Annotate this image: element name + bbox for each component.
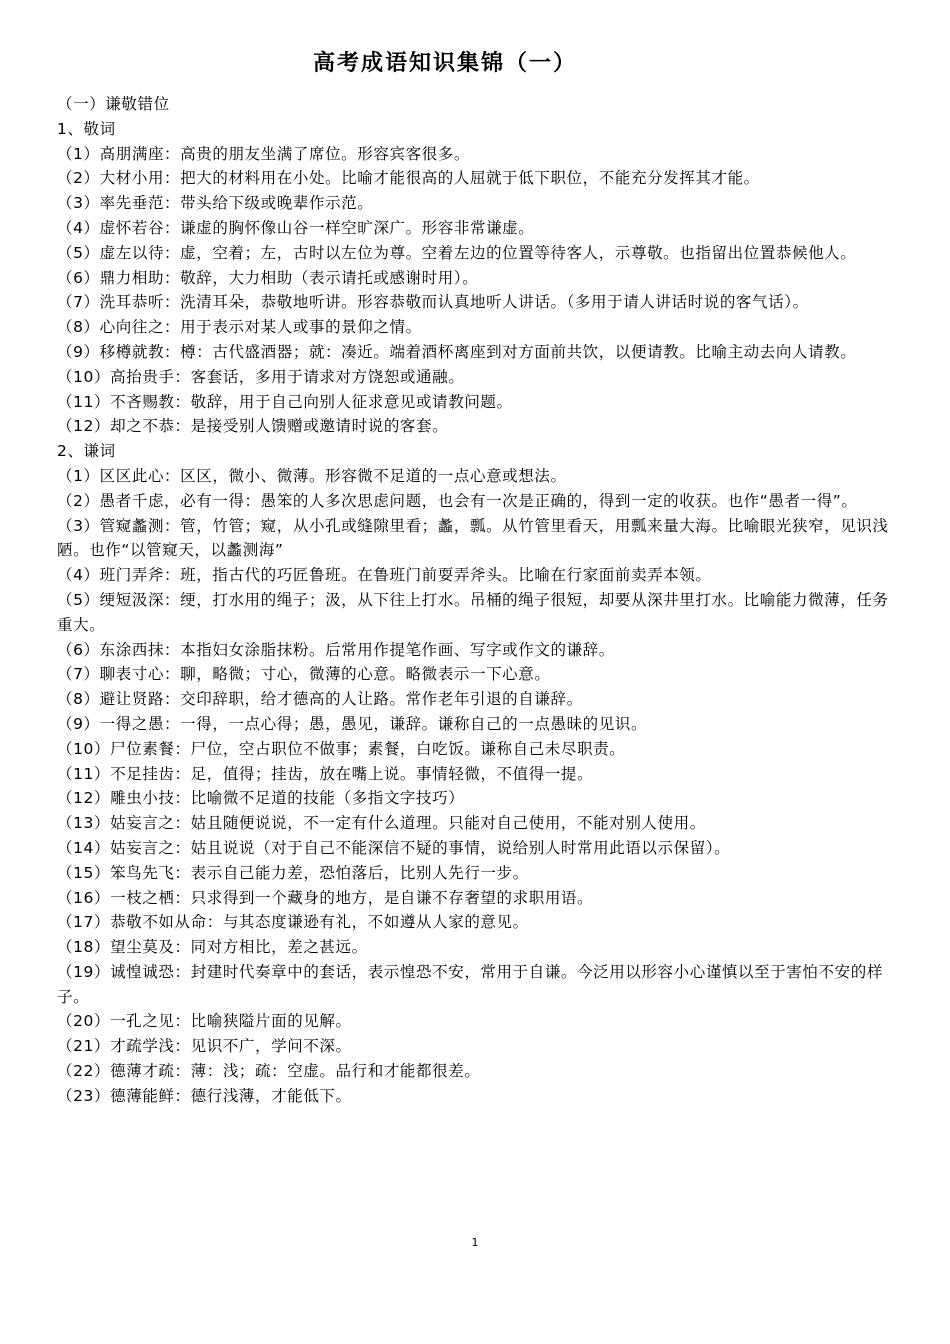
idiom-entry: （9）一得之愚：一得，一点心得；愚，愚见，谦辞。谦称自己的一点愚昧的见识。	[57, 714, 648, 733]
idiom-entry: （21）才疏学浅：见识不广，学问不深。	[57, 1037, 352, 1056]
idiom-entry: （11）不足挂齿：足，值得；挂齿，放在嘴上说。事情轻微，不值得一提。	[57, 764, 594, 783]
idiom-entry: （4）班门弄斧：班，指古代的巧匠鲁班。在鲁班门前耍弄斧头。比喻在行家面前卖弄本领。	[57, 566, 712, 585]
subsection-heading: 1、敬词	[57, 119, 116, 138]
idiom-entry: （2）愚者千虑，必有一得：愚笨的人多次思虑问题，也会有一次是正确的，得到一定的收获。也作“愚者一得”。	[57, 491, 858, 510]
idiom-entry: （13）姑妄言之：姑且随便说说，不一定有什么道理。只能对自己使用，不能对别人使用。	[57, 814, 706, 833]
idiom-entry: （1）区区此心：区区，微小、微薄。形容微不足道的一点心意或想法。	[57, 466, 567, 485]
idiom-entry: （8）心向往之：用于表示对某人或事的景仰之情。	[57, 318, 422, 337]
idiom-entry: （1）高朋满座：高贵的朋友坐满了席位。形容宾客很多。	[57, 144, 470, 163]
idiom-entry: （6）鼎力相助：敬辞，大力相助（表示请托或感谢时用）。	[57, 268, 479, 287]
idiom-entry: （5）虚左以待：虚，空着；左，古时以左位为尊。空着左边的位置等待客人，示尊敬。也指留出位置恭候他人。	[57, 243, 857, 262]
idiom-entry: （18）望尘莫及：同对方相比，差之甚远。	[57, 938, 368, 957]
idiom-entry: （20）一孔之见：比喻狭隘片面的见解。	[57, 1012, 352, 1031]
subsection-heading: 2、谦词	[57, 442, 116, 461]
idiom-entry: （7）聊表寸心：聊，略微；寸心，微薄的心意。略微表示一下心意。	[57, 665, 551, 684]
idiom-entry: （6）东涂西抹：本指妇女涂脂抹粉。后常用作提笔作画、写字或作文的谦辞。	[57, 640, 615, 659]
idiom-entry: （19）诚惶诚恐：封建时代奏章中的套话，表示惶恐不安，常用于自谦。今泛用以形容小心谨慎以至于害怕不安的样子。	[57, 962, 883, 1006]
idiom-entry: （17）恭敬不如从命：与其态度谦逊有礼，不如遵从人家的意见。	[57, 913, 529, 932]
idiom-entry: （16）一枝之栖：只求得到一个藏身的地方，是自谦不存奢望的求职用语。	[57, 888, 594, 907]
idiom-entry: （12）却之不恭：是接受别人馈赠或邀请时说的客套。	[57, 417, 449, 436]
idiom-entry: （10）尸位素餐：尸位，空占职位不做事；素餐，白吃饭。谦称自己未尽职责。	[57, 739, 626, 758]
idiom-entry: （4）虚怀若谷：谦虚的胸怀像山谷一样空旷深广。形容非常谦虚。	[57, 218, 535, 237]
idiom-entry: （8）避让贤路：交印辞职，给才德高的人让路。常作老年引退的自谦辞。	[57, 690, 583, 709]
idiom-entry: （12）雕虫小技：比喻微不足道的技能（多指文字技巧）	[57, 789, 465, 808]
idiom-entry: （22）德薄才疏：薄：浅；疏：空虚。品行和才能都很差。	[57, 1062, 481, 1081]
idiom-entry: （3）管窥蠡测：管，竹管；窥，从小孔或缝隙里看；蠡，瓢。从竹管里看天，用瓢来量大海。比喻眼光狭窄，见识浅陋。也作“以管窥天，以蠡测海”	[57, 516, 889, 560]
idiom-entry: （11）不吝赐教：敬辞，用于自己向别人征求意见或请教问题。	[57, 392, 513, 411]
idiom-entry: （2）大材小用：把大的材料用在小处。比喻才能很高的人屈就于低下职位，不能充分发挥其才能。	[57, 169, 760, 188]
idiom-entry: （10）高抬贵手：客套话，多用于请求对方饶恕或通融。	[57, 367, 465, 386]
idiom-entry: （14）姑妄言之：姑且说说（对于自己不能深信不疑的事情，说给别人时常用此语以示保留）。	[57, 838, 731, 857]
idiom-entry: （23）德薄能鲜：德行浅薄，才能低下。	[57, 1086, 352, 1105]
page-title: 高考成语知识集锦（一）	[312, 51, 577, 76]
section-heading: （一）谦敬错位	[57, 95, 170, 113]
idiom-entry: （5）绠短汲深：绠，打水用的绳子；汲，从下往上打水。吊桶的绳子很短，却要从深井里打水。比喻能力微薄，任务重大。	[57, 590, 889, 634]
idiom-entry: （7）洗耳恭听：洗清耳朵，恭敬地听讲。形容恭敬而认真地听人讲话。（多用于请人讲话时说的客气话）。	[57, 293, 809, 312]
page-number: 1	[471, 1236, 479, 1249]
document-body	[57, 92, 902, 1109]
idiom-entry: （3）率先垂范：带头给下级或晚辈作示范。	[57, 194, 374, 213]
idiom-entry: （9）移樽就教：樽：古代盛酒器；就：凑近。端着酒杯离座到对方面前共饮，以便请教。比喻主动去向人请教。	[57, 342, 857, 361]
idiom-entry: （15）笨鸟先飞：表示自己能力差，恐怕落后，比别人先行一步。	[57, 863, 529, 882]
